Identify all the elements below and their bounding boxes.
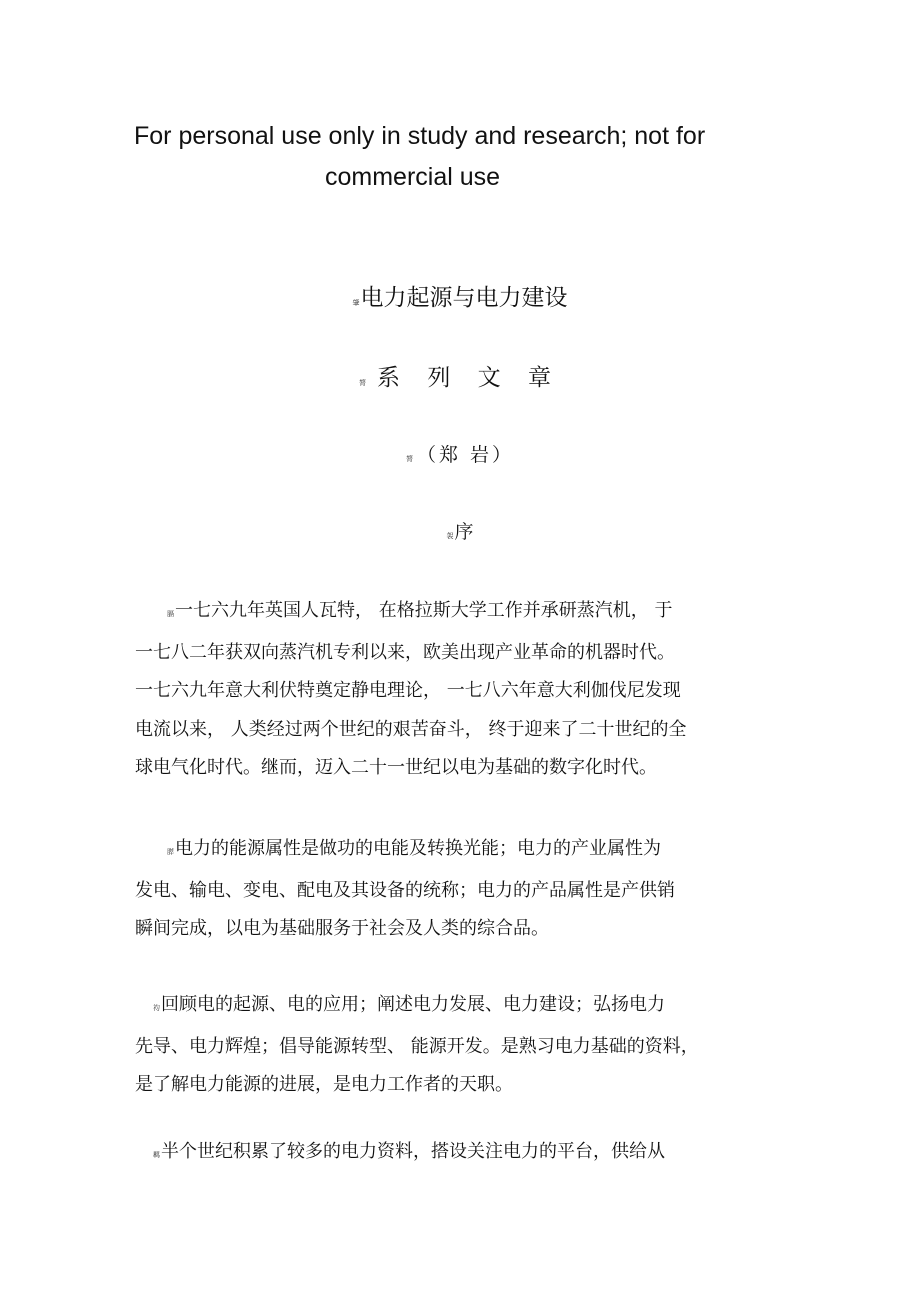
- series-text: 系 列 文 章: [377, 365, 561, 391]
- preface-heading: [0, 517, 920, 551]
- paragraph-marker: 袀: [153, 1004, 160, 1012]
- preface-marker: 袈: [446, 532, 454, 540]
- title-marker: 肇: [352, 299, 360, 307]
- author-text: （郑 岩）: [416, 444, 515, 466]
- paragraph-marker: 羁: [153, 1151, 160, 1159]
- paragraph-marker: 膈: [167, 610, 174, 618]
- author-marker: 膂: [405, 455, 416, 463]
- paragraph-4: [135, 1133, 735, 1175]
- paragraph-1: [135, 592, 735, 788]
- paragraph-line: 瞬间完成，以电为基础服务于社会及人类的综合品。: [135, 918, 549, 939]
- series-marker: 膂: [359, 379, 377, 387]
- series-heading: [0, 360, 920, 401]
- paragraph-marker: 膵: [167, 848, 174, 856]
- paragraph-line: 袀回顾电的起源、电的应用；阐述电力发展、电力建设；弘扬电力: [153, 994, 665, 1015]
- usage-notice-line-2: commercial use: [325, 163, 501, 191]
- author-heading: [0, 440, 920, 474]
- paragraph-line: 电流以来， 人类经过两个世纪的艰苦奋斗， 终于迎来了二十世纪的全: [135, 718, 687, 740]
- paragraph-line: 发电、输电、变电、配电及其设备的统称；电力的产品属性是产供销: [135, 879, 675, 901]
- paragraph-line: 先导、电力辉煌；倡导能源转型、 能源开发。是熟习电力基础的资料，: [135, 1035, 699, 1057]
- paragraph-2: [135, 830, 735, 949]
- title-text: 电力起源与电力建设: [360, 285, 568, 311]
- paragraph-line: 膵电力的能源属性是做功的电能及转换光能；电力的产业属性为: [167, 838, 661, 859]
- paragraph-line: 是了解电力能源的进展，是电力工作者的天职。: [135, 1074, 513, 1095]
- paragraph-line: 羁半个世纪积累了较多的电力资料，搭设关注电力的平台，供给从: [153, 1141, 665, 1162]
- paragraph-line: 球电气化时代。继而，迈入二十一世纪以电为基础的数字化时代。: [135, 757, 657, 778]
- paragraph-line: 一七八二年获双向蒸汽机专利以来，欧美出现产业革命的机器时代。: [135, 641, 675, 663]
- document-title: [0, 280, 920, 321]
- usage-notice-line-1: For personal use only in study and research; not for: [134, 122, 706, 150]
- paragraph-line: 膈一七六九年英国人瓦特， 在格拉斯大学工作并承研蒸汽机， 于: [167, 600, 673, 621]
- paragraph-3: [135, 986, 735, 1105]
- paragraph-line: 一七六九年意大利伏特奠定静电理论， 一七八六年意大利伽伐尼发现: [135, 680, 681, 701]
- preface-text: 序: [454, 521, 474, 543]
